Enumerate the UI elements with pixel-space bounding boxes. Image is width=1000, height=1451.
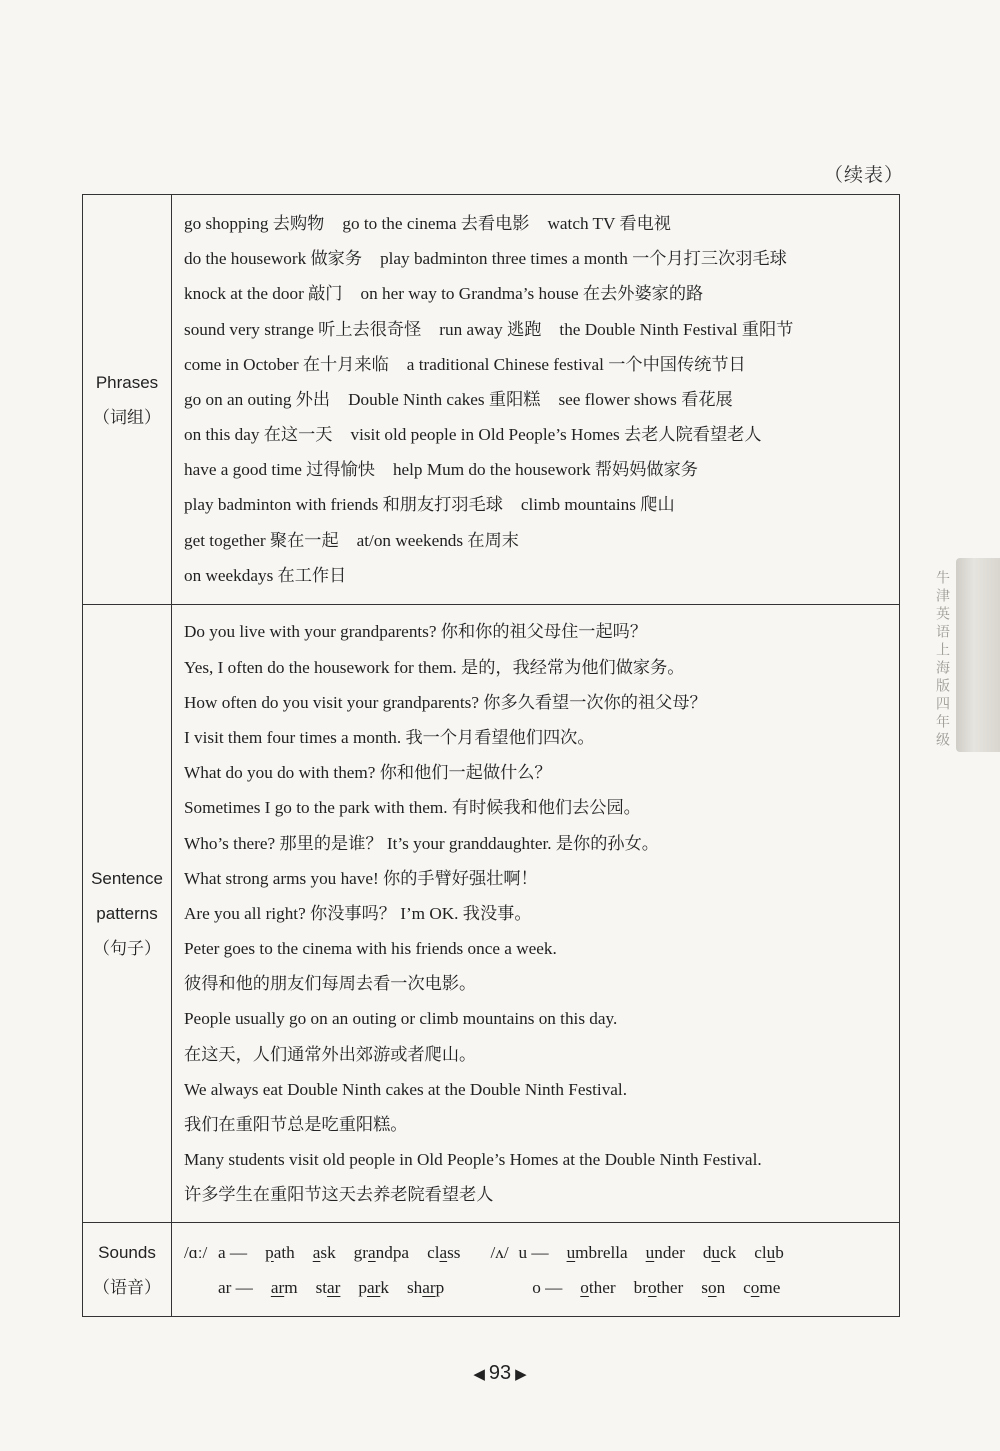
phrase-line	[184, 241, 893, 276]
next-arrow-icon: ▶	[515, 1366, 527, 1383]
sentence-line: We always eat Double Ninth cakes at the Double Ninth Festival.	[184, 1079, 627, 1099]
phrases-label	[83, 195, 172, 605]
phrase-line	[184, 382, 893, 417]
sound-word: son	[701, 1277, 726, 1297]
phrase-line	[184, 347, 893, 382]
sentences-label-en-1: Sentence	[91, 869, 163, 888]
sentence-line: People usually go on an outing or climb mountains on this day.	[184, 1009, 618, 1029]
sound-line	[184, 1270, 893, 1305]
sounds-label	[83, 1223, 172, 1317]
sentence-line: Yes, I often do the housework for them. 是的，我经常为他们做家务。	[184, 657, 685, 677]
phrase-item: help Mum do the housework 帮妈妈做家务	[392, 460, 698, 480]
sentence-line: Do you live with your grandparents? 你和你的祖父母住一起吗？	[184, 622, 648, 642]
sentences-label-zh: （句子）	[93, 939, 161, 958]
sound-word: come	[743, 1277, 781, 1297]
phrase-item: watch TV 看电视	[547, 213, 671, 233]
page-number-value: 93	[488, 1362, 512, 1384]
continued-label: （续表）	[823, 164, 904, 186]
phrase-item: come in October 在十月来临	[184, 354, 389, 374]
sound-word: path	[265, 1242, 295, 1262]
sentence-line: Who’s there? 那里的是谁？ It’s your granddaughter. 是你的孙女。	[184, 833, 659, 853]
phonetic-symbol: /ɑː/	[184, 1242, 208, 1262]
phonetic-symbol: /ʌ/	[490, 1242, 509, 1262]
phrases-label-zh: （词组）	[93, 407, 161, 427]
phrase-item: go to the cinema 去看电影	[342, 213, 530, 233]
phrase-item: go on an outing 外出	[184, 389, 331, 409]
sound-word: star	[315, 1277, 341, 1297]
sentence-line: What do you do with them? 你和他们一起做什么？	[184, 763, 552, 783]
phrase-item: get together 聚在一起	[184, 530, 339, 550]
phrase-item: do the housework 做家务	[184, 249, 363, 269]
phrase-item: on weekdays 在工作日	[184, 565, 347, 585]
phrase-item: play badminton with friends 和朋友打羽毛球	[184, 495, 503, 515]
sentence-line: What strong arms you have! 你的手臂好强壮啊！	[184, 868, 538, 888]
phrase-item: on this day 在这一天	[184, 425, 333, 445]
sentence-line: 许多学生在重阳节这天去养老院看望老人	[184, 1185, 494, 1205]
phrases-content	[172, 195, 900, 605]
phrase-item: visit old people in Old People’s Homes 去老人院看望老人	[350, 425, 762, 445]
sounds-content	[172, 1223, 900, 1317]
sound-word: arm	[270, 1277, 298, 1297]
side-tab	[956, 558, 1000, 752]
phrase-item: climb mountains 爬山	[520, 495, 675, 515]
prev-arrow-icon: ◀	[473, 1366, 485, 1383]
sound-key: o —	[532, 1277, 563, 1297]
sound-key: a —	[218, 1242, 248, 1262]
phrase-item: on her way to Grandma’s house 在去外婆家的路	[360, 284, 704, 304]
sound-word: grandpa	[353, 1242, 410, 1262]
sentence-line: Many students visit old people in Old People’s Homes at the Double Ninth Festival.	[184, 1150, 762, 1170]
phrase-item: the Double Ninth Festival 重阳节	[559, 319, 794, 339]
phrase-item: knock at the door 敲门	[184, 284, 343, 304]
phrase-line	[184, 417, 893, 452]
sounds-label-zh: （语音）	[93, 1277, 161, 1297]
phrase-line	[184, 312, 893, 347]
phrase-line	[184, 523, 893, 558]
sound-word: umbrella	[566, 1242, 628, 1262]
page-number	[0, 1362, 1000, 1385]
sentence-line: 我们在重阳节总是吃重阳糕。	[184, 1115, 408, 1135]
sound-word: ask	[312, 1242, 336, 1262]
phrases-row	[83, 195, 900, 605]
sound-key: ar —	[218, 1277, 253, 1297]
sounds-label-en: Sounds	[98, 1242, 156, 1262]
sentence-line: 在这天，人们通常外出郊游或者爬山。	[184, 1044, 477, 1064]
phrase-item: have a good time 过得愉快	[184, 460, 375, 480]
sentences-label-en-2: patterns	[96, 904, 158, 923]
phrase-line	[184, 487, 893, 522]
phrase-item: at/on weekends 在周末	[356, 530, 519, 550]
sentence-line: Are you all right? 你没事吗？ I’m OK. 我没事。	[184, 903, 532, 923]
sentences-content	[172, 605, 900, 1223]
sound-word: brother	[633, 1277, 684, 1297]
phrase-item: a traditional Chinese festival 一个中国传统节日	[406, 354, 746, 374]
sound-word: duck	[702, 1242, 737, 1262]
sound-word: club	[754, 1242, 784, 1262]
sentence-line: I visit them four times a month. 我一个月看望他们四次。	[184, 727, 595, 747]
side-tab-text: 牛津英语上海版四年级	[934, 570, 950, 750]
sentence-line: Sometimes I go to the park with them. 有时候我和他们去公园。	[184, 798, 641, 818]
phrase-item: go shopping 去购物	[184, 213, 325, 233]
sounds-row	[83, 1223, 900, 1317]
sentences-row	[83, 605, 900, 1223]
sentences-label	[83, 605, 172, 1223]
phrase-item: sound very strange 听上去很奇怪	[184, 319, 422, 339]
sound-line	[184, 1235, 893, 1270]
phrase-item: see flower shows 看花展	[558, 389, 733, 409]
sound-word: other	[580, 1277, 616, 1297]
phrase-line	[184, 452, 893, 487]
sound-word: sharp	[406, 1277, 445, 1297]
phrase-item: Double Ninth cakes 重阳糕	[348, 389, 541, 409]
phrase-line	[184, 558, 893, 593]
phrase-line	[184, 276, 893, 311]
sound-word: class	[427, 1242, 461, 1262]
sound-key: u —	[518, 1242, 549, 1262]
sound-word: park	[358, 1277, 389, 1297]
sentence-line: How often do you visit your grandparents? 你多久看望一次你的祖父母？	[184, 692, 707, 712]
phrases-label-en: Phrases	[95, 372, 159, 392]
phrase-item: run away 逃跑	[439, 319, 542, 339]
phrase-item: play badminton three times a month 一个月打三次羽毛球	[380, 249, 787, 269]
summary-table	[82, 194, 900, 1317]
sound-word: under	[645, 1242, 685, 1262]
sentence-line: 彼得和他的朋友们每周去看一次电影。	[184, 974, 477, 994]
sentence-line: Peter goes to the cinema with his friends once a week.	[184, 939, 557, 959]
phrase-line	[184, 206, 893, 241]
